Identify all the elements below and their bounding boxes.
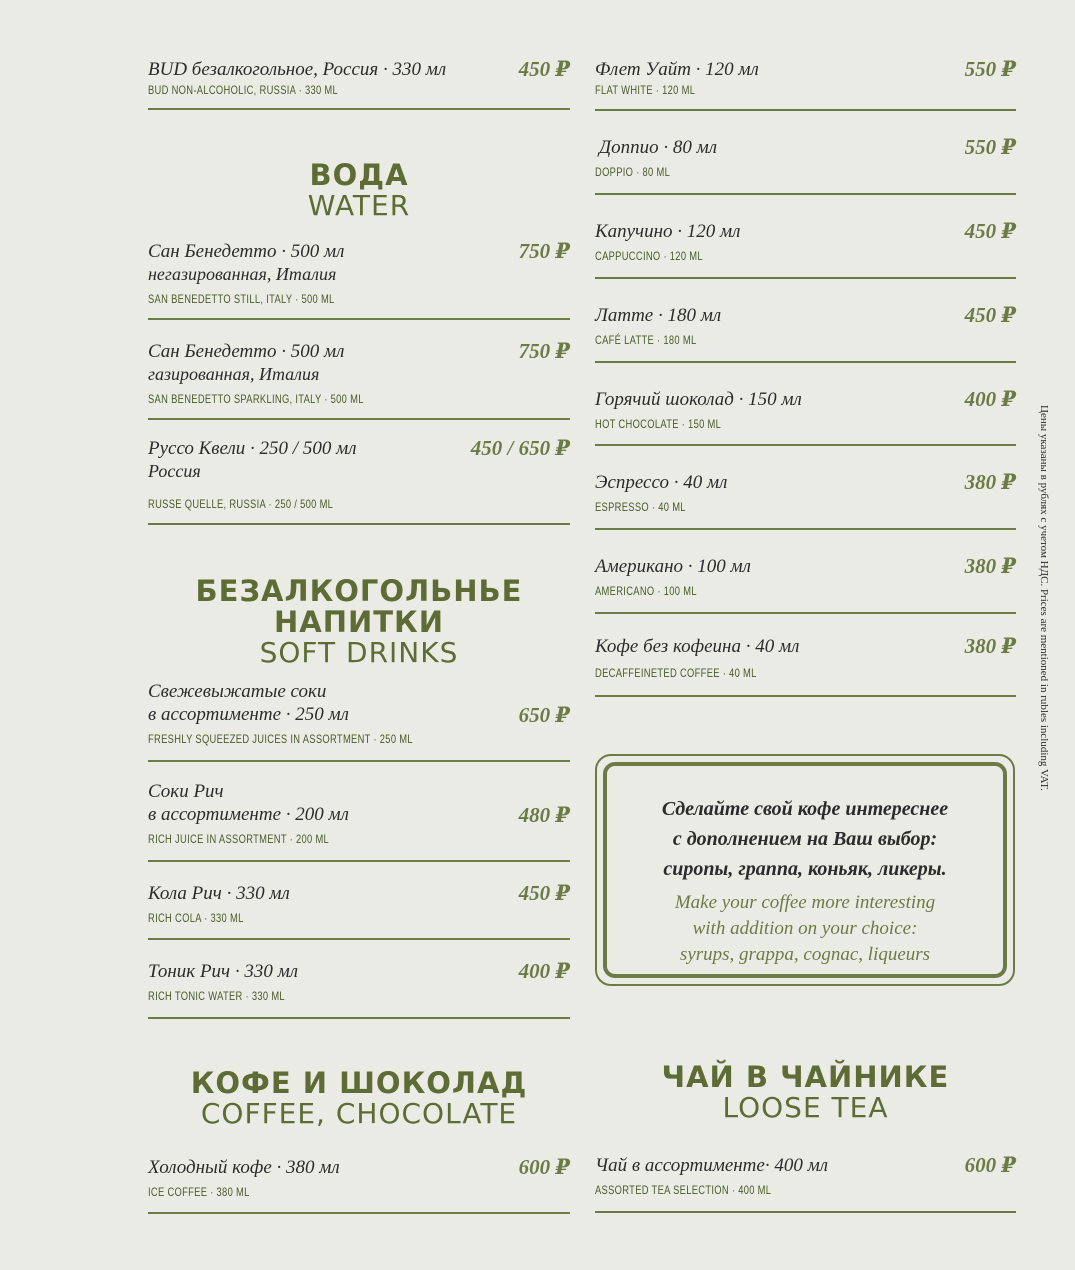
item-price: 380 ₽ xyxy=(964,470,1016,494)
item-subtitle: негазированная, Италия xyxy=(148,264,337,284)
promo-ru-line: с дополнением на Ваш выбор: xyxy=(672,828,938,850)
menu-item xyxy=(148,58,570,110)
item-name-en: SAN BENEDETTO SPARKLING, ITALY · 500 ML xyxy=(148,392,364,406)
item-name: Чай в ассортименте· 400 мл xyxy=(595,1155,829,1176)
item-name-en: FLAT WHITE · 120 ML xyxy=(595,83,696,97)
item-name: Латте · 180 мл xyxy=(595,305,722,326)
item-name: Сан Бенедетто · 500 мл xyxy=(148,341,345,362)
item-price: 550 ₽ xyxy=(964,57,1016,81)
menu-item xyxy=(595,635,1016,697)
item-name-en: CAFÉ LATTE · 180 ML xyxy=(595,333,697,347)
item-name: BUD безалкогольное, Россия · 330 мл xyxy=(148,59,447,80)
item-price: 600 ₽ xyxy=(964,1153,1016,1177)
item-name: Кола Рич · 330 мл xyxy=(148,883,290,904)
item-name: Соки Рич xyxy=(148,781,224,802)
item-name-en: ASSORTED TEA SELECTION · 400 ML xyxy=(595,1183,772,1197)
item-price: 600 ₽ xyxy=(518,1155,570,1179)
menu-item xyxy=(595,471,1016,530)
item-name: Эспрессо · 40 мл xyxy=(595,472,728,493)
item-price: 450 ₽ xyxy=(964,219,1016,243)
promo-en-line: with addition on your choice: xyxy=(692,918,918,939)
menu-item xyxy=(148,680,570,762)
item-price: 450 / 650 ₽ xyxy=(470,436,570,460)
menu-item xyxy=(595,58,1016,111)
vat-note: Цены указаны в рублях с учетом НДС. Prices are mentioned in rubles including VAT. xyxy=(1038,405,1050,791)
menu-item xyxy=(148,240,570,320)
menu-item xyxy=(595,555,1016,614)
promo-en-block xyxy=(607,890,1003,968)
item-name-en: SAN BENEDETTO STILL, ITALY · 500 ML xyxy=(148,292,335,306)
item-name: Кофе без кофеина · 40 мл xyxy=(595,636,800,657)
item-price: 750 ₽ xyxy=(518,239,570,263)
item-name: Тоник Рич · 330 мл xyxy=(148,961,299,982)
item-name-en: RICH TONIC WATER · 330 ML xyxy=(148,989,285,1003)
item-price: 380 ₽ xyxy=(964,634,1016,658)
item-name-en: ICE COFFEE · 380 ML xyxy=(148,1185,250,1199)
section-heading-water: ВОДА WATER xyxy=(307,158,411,222)
item-subtitle: газированная, Италия xyxy=(148,364,320,384)
item-name: Флет Уайт · 120 мл xyxy=(595,59,759,80)
item-price: 480 ₽ xyxy=(518,803,570,827)
section-heading-coffee: КОФЕ И ШОКОЛАД COFFEE, CHOCOLATE xyxy=(190,1066,528,1130)
item-name-en: RUSSE QUELLE, RUSSIA · 250 / 500 ML xyxy=(148,497,334,511)
item-subtitle: Россия xyxy=(148,461,201,481)
item-price: 550 ₽ xyxy=(964,135,1016,159)
item-name-en: BUD NON-ALCOHOLIC, RUSSIA · 330 ML xyxy=(148,83,339,97)
item-name-en: RICH COLA · 330 ML xyxy=(148,911,244,925)
promo-ru-line: Сделайте свой кофе интереснее xyxy=(661,798,949,820)
promo-ru-line: сиропы, граппа, коньяк, ликеры. xyxy=(663,858,947,880)
item-name: Американо · 100 мл xyxy=(595,556,751,577)
promo-box xyxy=(595,754,1015,986)
item-price: 650 ₽ xyxy=(518,703,570,727)
menu-item xyxy=(595,220,1016,279)
item-price: 450 ₽ xyxy=(518,881,570,905)
item-name-en: ESPRESSO · 40 ML xyxy=(595,500,686,514)
item-name: Доппио · 80 мл xyxy=(599,137,717,158)
item-name-en: HOT CHOCOLATE · 150 ML xyxy=(595,417,722,431)
menu-item xyxy=(595,1154,1016,1213)
menu-item xyxy=(595,388,1016,446)
menu-item xyxy=(148,340,570,420)
item-name: Холодный кофе · 380 мл xyxy=(148,1157,340,1178)
item-name-en: RICH JUICE IN ASSORTMENT · 200 ML xyxy=(148,832,330,846)
item-subtitle: в ассортименте · 250 мл xyxy=(148,704,349,725)
menu-item xyxy=(595,304,1016,363)
item-price: 450 ₽ xyxy=(964,303,1016,327)
menu-item xyxy=(148,882,570,940)
item-subtitle: в ассортименте · 200 мл xyxy=(148,804,349,825)
menu-item xyxy=(148,1156,570,1214)
promo-frame xyxy=(603,762,1007,978)
item-name-en: DOPPIO · 80 ML xyxy=(595,165,671,179)
item-price: 450 ₽ xyxy=(518,57,570,81)
section-heading-tea: ЧАЙ В ЧАЙНИКЕ LOOSE TEA xyxy=(661,1060,950,1124)
item-name: Сан Бенедетто · 500 мл xyxy=(148,241,345,262)
item-name-en: CAPPUCCINO · 120 ML xyxy=(595,249,703,263)
item-price: 380 ₽ xyxy=(964,554,1016,578)
menu-item xyxy=(148,960,570,1019)
item-name-en: DECAFFEINETED COFFEE · 40 ML xyxy=(595,666,757,680)
item-name-en: FRESHLY SQUEEZED JUICES IN ASSORTMENT · 250 ML xyxy=(148,732,413,746)
item-name: Капучино · 120 мл xyxy=(595,221,741,242)
item-price: 400 ₽ xyxy=(964,387,1016,411)
item-name: Руссо Квели · 250 / 500 мл xyxy=(148,438,357,459)
item-name: Свежевыжатые соки xyxy=(148,681,327,702)
promo-en-line: syrups, grappa, cognac, liqueurs xyxy=(679,944,931,965)
menu-item xyxy=(148,437,570,525)
item-price: 750 ₽ xyxy=(518,339,570,363)
item-name: Горячий шоколад · 150 мл xyxy=(595,389,802,410)
menu-item xyxy=(148,780,570,862)
item-price: 400 ₽ xyxy=(518,959,570,983)
section-heading-soft-drinks: БЕЗАЛКОГОЛЬНЬЕ НАПИТКИ SOFT DRINKS xyxy=(195,574,523,669)
menu-item xyxy=(595,136,1016,195)
item-name-en: AMERICANO · 100 ML xyxy=(595,584,697,598)
promo-en-line: Make your coffee more interesting xyxy=(674,892,936,913)
